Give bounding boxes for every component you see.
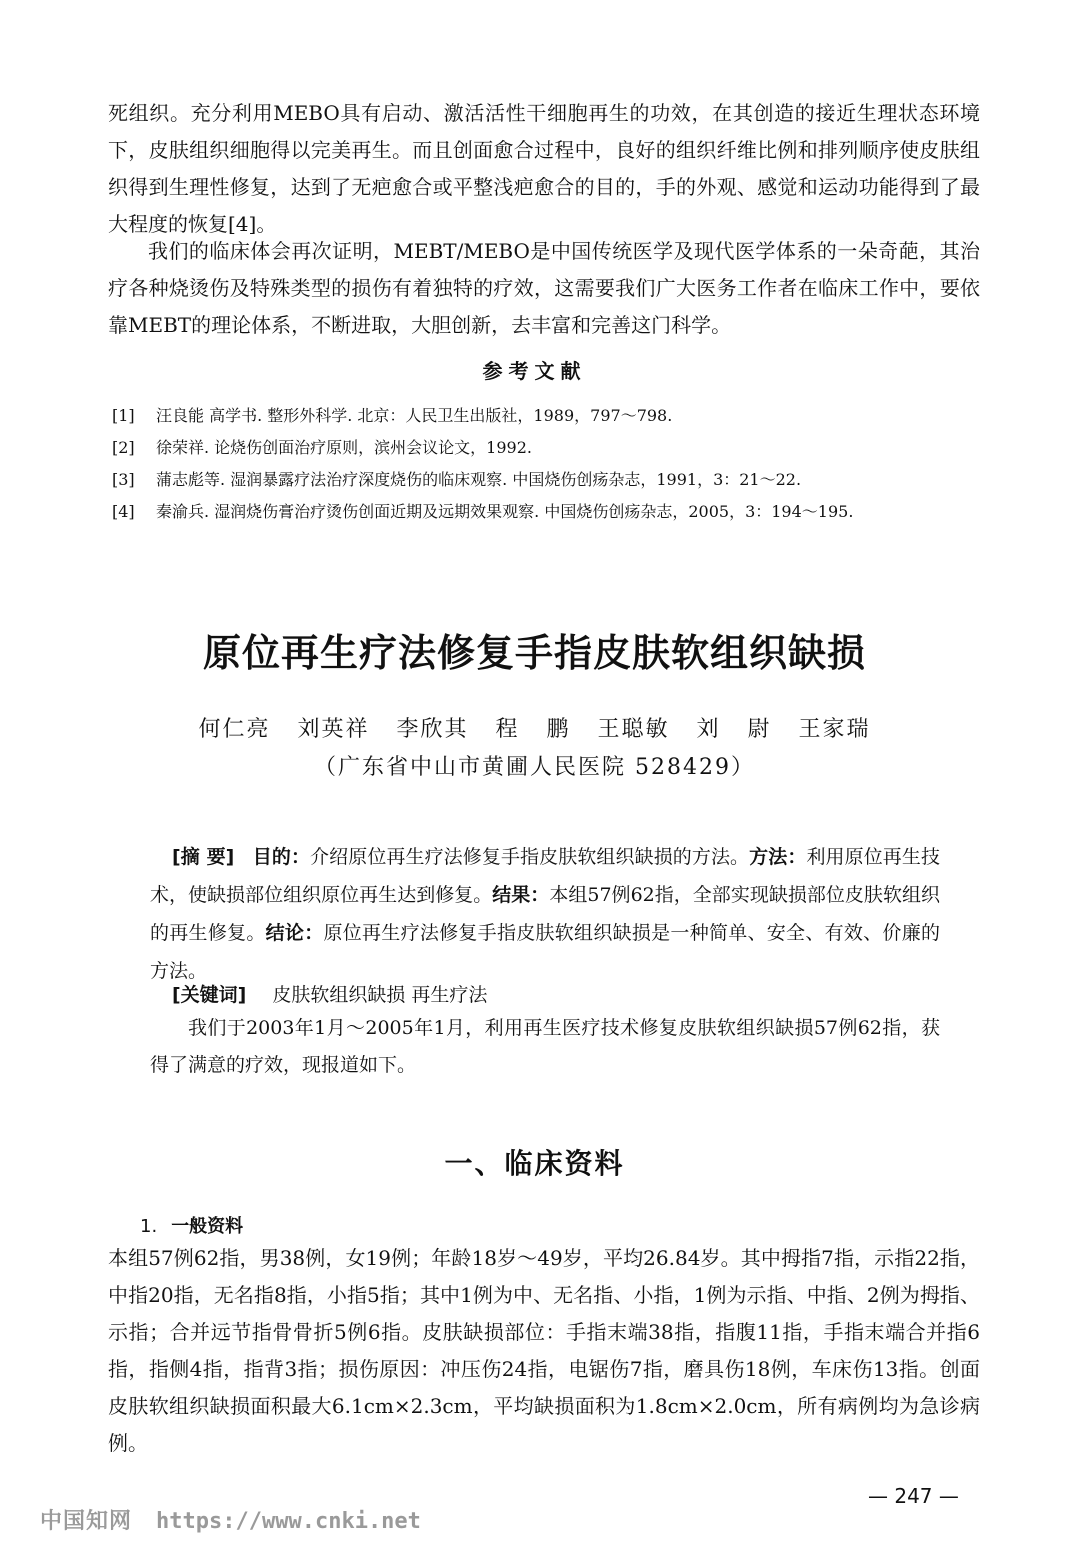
keywords-value: 皮肤软组织缺损 再生疗法 — [272, 984, 488, 1006]
reference-text: 徐荣祥. 论烧伤创面治疗原则，滨州会议论文，1992. — [156, 438, 532, 457]
reference-number: [4] — [112, 502, 135, 521]
article-intro: 我们于2003年1月～2005年1月，利用再生医疗技术修复皮肤软组织缺损57例62指，获得了满意的疗效，现报道如下。 — [150, 1017, 940, 1076]
reference-item — [112, 496, 982, 528]
references-title: 参考文献 — [482, 359, 587, 383]
method-label: 方法： — [749, 846, 807, 868]
keywords-label: [关键词] — [172, 984, 247, 1006]
intro-paragraph-2: 我们的临床体会再次证明，MEBT/MEBO是中国传统医学及现代医学体系的一朵奇葩，其治疗各种烧烫伤及特殊类型的损伤有着独特的疗效，这需要我们广大医务工作者在临床工作中，要依靠MEBT的理论体系，不断进取，大胆创新，去丰富和完善这门科学。 — [108, 239, 980, 337]
section-body: 本组57例62指，男38例，女19例；年龄18岁～49岁，平均26.84岁。其中拇指7指，示指22指，中指20指，无名指8指，小指5指；其中1例为中、无名指、小指，1例为示指、中指、2例为拇指、示指；合并远节指骨骨折5例6指。皮肤缺损部位：手指末端38指，指腹11指，手指末端合并指6指，指侧4指，指背3指；损伤原因：冲压伤24指，电锯伤7指，磨具伤18例，车床伤13指。创面皮肤软组织缺损面积最大6.1cm×2.3cm，平均缺损面积为1.8cm×2.0cm，所有病例均为急诊病例。 — [108, 1246, 980, 1455]
reference-text: 汪良能 高学书. 整形外科学. 北京：人民卫生出版社，1989，797～798. — [156, 406, 673, 425]
intro-paragraph-1: 死组织。充分利用MEBO具有启动、激活活性干细胞再生的功效，在其创造的接近生理状态环境下，皮肤组织细胞得以完美再生。而且创面愈合过程中，良好的组织纤维比例和排列顺序使皮肤组织得到生理性修复，达到了无疤愈合或平整浅疤愈合的目的，手的外观、感觉和运动功能得到了最大程度的恢复[4]。 — [108, 101, 980, 236]
reference-text: 蒲志彪等. 湿润暴露疗法治疗深度烧伤的临床观察. 中国烧伤创疡杂志，1991，3：21～22. — [156, 470, 802, 489]
result-label: 结果： — [492, 884, 550, 906]
conclusion-label: 结论： — [265, 922, 324, 944]
abstract — [150, 838, 940, 990]
article-title: 原位再生疗法修复手指皮肤软组织缺损 — [202, 631, 866, 675]
cnki-watermark — [40, 1504, 421, 1535]
reference-number: [2] — [112, 438, 135, 457]
references-list — [112, 400, 982, 528]
article-authors: 何仁亮 刘英祥 李欣其 程 鹏 王聪敏 刘 尉 王家瑞 — [198, 717, 871, 742]
watermark-url: https://www.cnki.net — [156, 1509, 421, 1534]
reference-number: [1] — [112, 406, 135, 425]
reference-text: 秦渝兵. 湿润烧伤膏治疗烫伤创面近期及远期效果观察. 中国烧伤创疡杂志，2005，3：194～195. — [156, 502, 854, 521]
subsection-title: 一般资料 — [171, 1216, 244, 1237]
watermark-name: 中国知网 — [40, 1509, 133, 1534]
reference-number: [3] — [112, 470, 135, 489]
reference-item — [112, 400, 982, 432]
abstract-label: [摘 要] — [172, 846, 235, 868]
subsection-number: 1. — [140, 1216, 158, 1237]
reference-item — [112, 464, 982, 496]
objective-text: 介绍原位再生疗法修复手指皮肤软组织缺损的方法。 — [310, 846, 750, 868]
reference-item — [112, 432, 982, 464]
section-title: 一、临床资料 — [444, 1147, 625, 1180]
subsection-heading — [140, 1212, 243, 1238]
method-text: 利用原位再生技术，使缺损部位组织原位再生达到修复。 — [150, 846, 940, 906]
keywords — [172, 976, 942, 1014]
result-text: 本组57例62指，全部实现缺损部位皮肤软组织的再生修复。 — [150, 884, 940, 944]
objective-label: 目的： — [252, 846, 311, 868]
article-affiliation: （广东省中山市黄圃人民医院 528429） — [314, 755, 755, 780]
conclusion-text: 原位再生疗法修复手指皮肤软组织缺损是一种简单、安全、有效、价廉的方法。 — [150, 922, 940, 982]
page-number: — 247 — — [868, 1484, 959, 1508]
